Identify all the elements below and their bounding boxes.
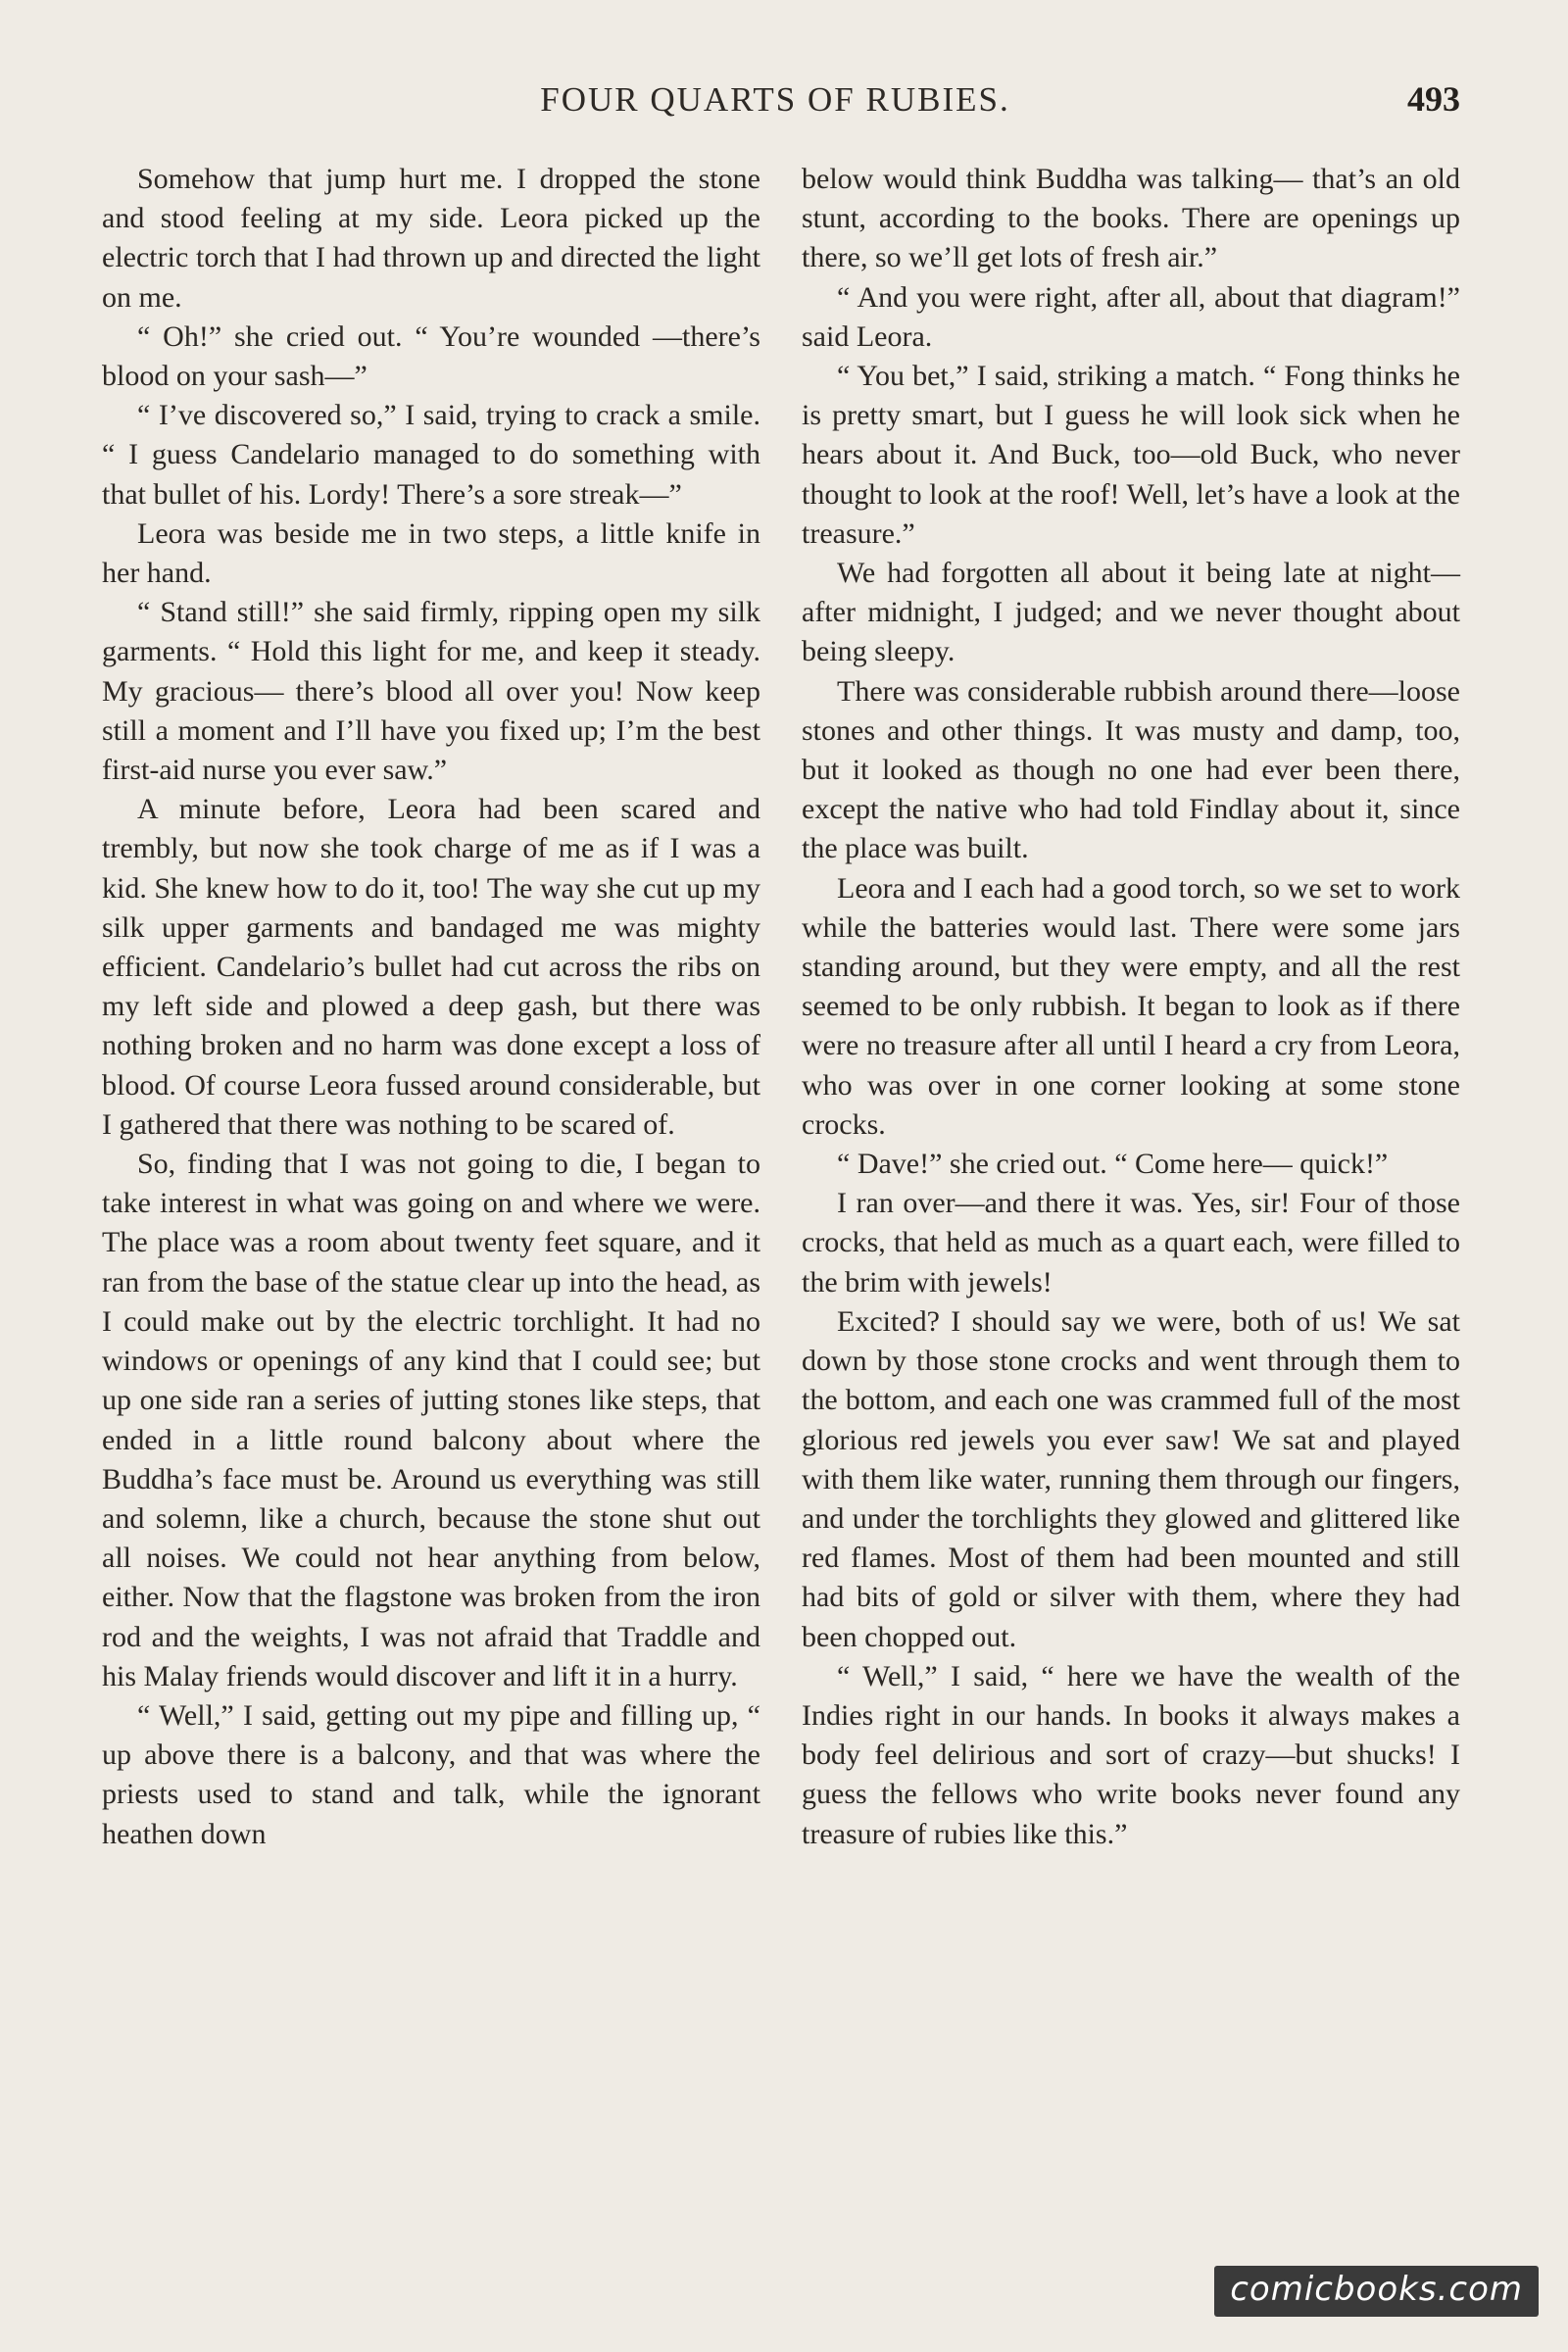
- paragraph: “ And you were right, after all, about that diagram!” said Leora.: [802, 280, 1460, 353]
- paragraph: “ You bet,” I said, striking a match. “ Fong thinks he is pretty smart, but I guess he will look sick when he hears about it. And Buck, too—old Buck, who never thought to look at the roof! Well, let’s have a look at the treasure.”: [802, 360, 1460, 550]
- paragraph: “ Stand still!” she said firmly, ripping open my silk garments. “ Hold this light for me, and keep it steady. My gracious— there’s blood all over you! Now keep still a moment and I’ll have you fixed up; I’m the best first-aid nurse you ever saw.”: [102, 596, 760, 787]
- paragraph: There was considerable rubbish around there—loose stones and other things. It was musty and damp, too, but it looked as though no one had ever been there, except the native who had told Findlay about it, since the place was built.: [802, 674, 1460, 865]
- paragraph: Somehow that jump hurt me. I dropped the stone and stood feeling at my side. Leora picked up the electric torch that I had thrown up and directed the light on me.: [102, 163, 760, 314]
- paragraph: Leora and I each had a good torch, so we set to work while the batteries would last. There were some jars standing around, but they were empty, and all the rest seemed to be only rubbish. It began to look as if there were no treasure after all until I heard a cry from Leora, who was over in one corner looking at some stone crocks.: [802, 871, 1460, 1141]
- paragraph: “ I’ve discovered so,” I said, trying to crack a smile. “ I guess Candelario managed to do something with that bullet of his. Lordy! There’s a sore streak—”: [102, 399, 760, 511]
- paragraph: A minute before, Leora had been scared and trembly, but now she took charge of me as if I was a kid. She knew how to do it, too! The way she cut up my silk upper garments and bandaged me was mighty efficient. Candelario’s bullet had cut across the ribs on my left side and plowed a deep gash, but there was nothing broken and no harm was done except a loss of blood. Of course Leora fussed around considerable, but I gathered that there was nothing to be scared of.: [102, 793, 760, 1141]
- paragraph: So, finding that I was not going to die, I began to take interest in what was going on and where we were. The place was a room about twenty feet square, and it ran from the base of the statue clear up into the head, as I could make out by the electric torchlight. It had no windows or openings of any kind that I could see; but up one side ran a series of jutting stones like steps, that ended in a little round balcony about where the Buddha’s face must be. Around us everything was still and solemn, like a church, because the stone shut out all noises. We could not hear anything from below, either. Now that the flagstone was broken from the iron rod and the weights, I was not afraid that Traddle and his Malay friends would discover and lift it in a hurry.: [102, 1148, 760, 1692]
- paragraph: “ Well,” I said, “ here we have the wealth of the Indies right in our hands. In books it always makes a body feel delirious and sort of crazy—but shucks! I guess the fellows who write books never found any treasure of rubies like this.”: [802, 1659, 1460, 1850]
- paragraph: “ Oh!” she cried out. “ You’re wounded —there’s blood on your sash—”: [102, 319, 760, 393]
- right-column: [802, 160, 1460, 1854]
- watermark-logo: comicbooks.com: [1214, 2266, 1539, 2317]
- running-title: FOUR QUARTS OF RUBIES.: [540, 80, 1010, 119]
- paragraph: “ Dave!” she cried out. “ Come here— quick!”: [837, 1148, 1389, 1181]
- paragraph: I ran over—and there it was. Yes, sir! Four of those crocks, that held as much as a quart each, were filled to the brim with jewels!: [802, 1187, 1460, 1298]
- paragraph: We had forgotten all about it being late at night—after midnight, I judged; and we never thought about being sleepy.: [802, 557, 1460, 668]
- paragraph: below would think Buddha was talking— that’s an old stunt, according to the books. There are openings up there, so we’ll get lots of fresh air.”: [802, 163, 1460, 274]
- page-number: 493: [1407, 79, 1460, 119]
- paragraph: Leora was beside me in two steps, a little knife in her hand.: [102, 516, 760, 590]
- paragraph: Excited? I should say we were, both of us! We sat down by those stone crocks and went through them to the bottom, and each one was crammed full of the most glorious red jewels you ever saw! We sat and played with them like water, running them through our fingers, and under the torchlights they glowed and glittered like red flames. Most of them had been mounted and still had bits of gold or silver with them, where they had been chopped out.: [802, 1304, 1460, 1653]
- left-column: [102, 160, 760, 1854]
- paragraph: “ Well,” I said, getting out my pipe and filling up, “ up above there is a balcony, and that was where the priests used to stand and talk, while the ignorant heathen down: [102, 1698, 760, 1850]
